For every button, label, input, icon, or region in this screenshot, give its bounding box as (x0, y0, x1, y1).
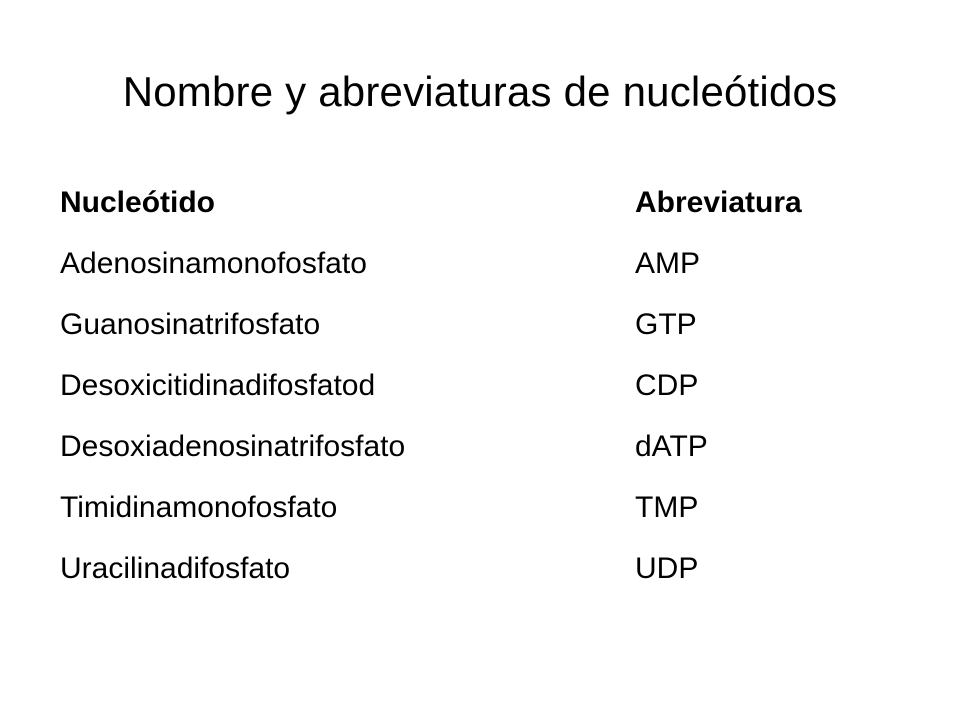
nucleotide-abbreviation: AMP (635, 247, 701, 280)
nucleotide-name: Adenosinamonofosfato (60, 247, 367, 280)
table-row (60, 355, 920, 416)
table-row (60, 477, 920, 538)
table-row (60, 233, 920, 294)
column-header-abbreviation: Abreviatura (635, 186, 802, 219)
nucleotide-name: Uracilinadifosfato (60, 552, 291, 585)
nucleotide-abbreviation: dATP (635, 430, 708, 463)
table-row (60, 416, 920, 477)
slide-title: Nombre y abreviaturas de nucleótidos (122, 68, 838, 115)
table-row (60, 294, 920, 355)
column-header-nucleotide: Nucleótido (60, 186, 215, 219)
table-header-row (60, 172, 920, 233)
nucleotide-table (60, 172, 920, 599)
nucleotide-abbreviation: UDP (635, 552, 699, 585)
nucleotide-name: Timidinamonofosfato (60, 491, 338, 524)
table-row (60, 538, 920, 599)
nucleotide-name: Desoxicitidinadifosfatod (60, 369, 376, 402)
nucleotide-name: Desoxiadenosinatrifosfato (60, 430, 406, 463)
nucleotide-abbreviation: TMP (635, 491, 699, 524)
nucleotide-abbreviation: CDP (635, 369, 699, 402)
nucleotide-name: Guanosinatrifosfato (60, 308, 321, 341)
nucleotide-abbreviation: GTP (635, 308, 697, 341)
